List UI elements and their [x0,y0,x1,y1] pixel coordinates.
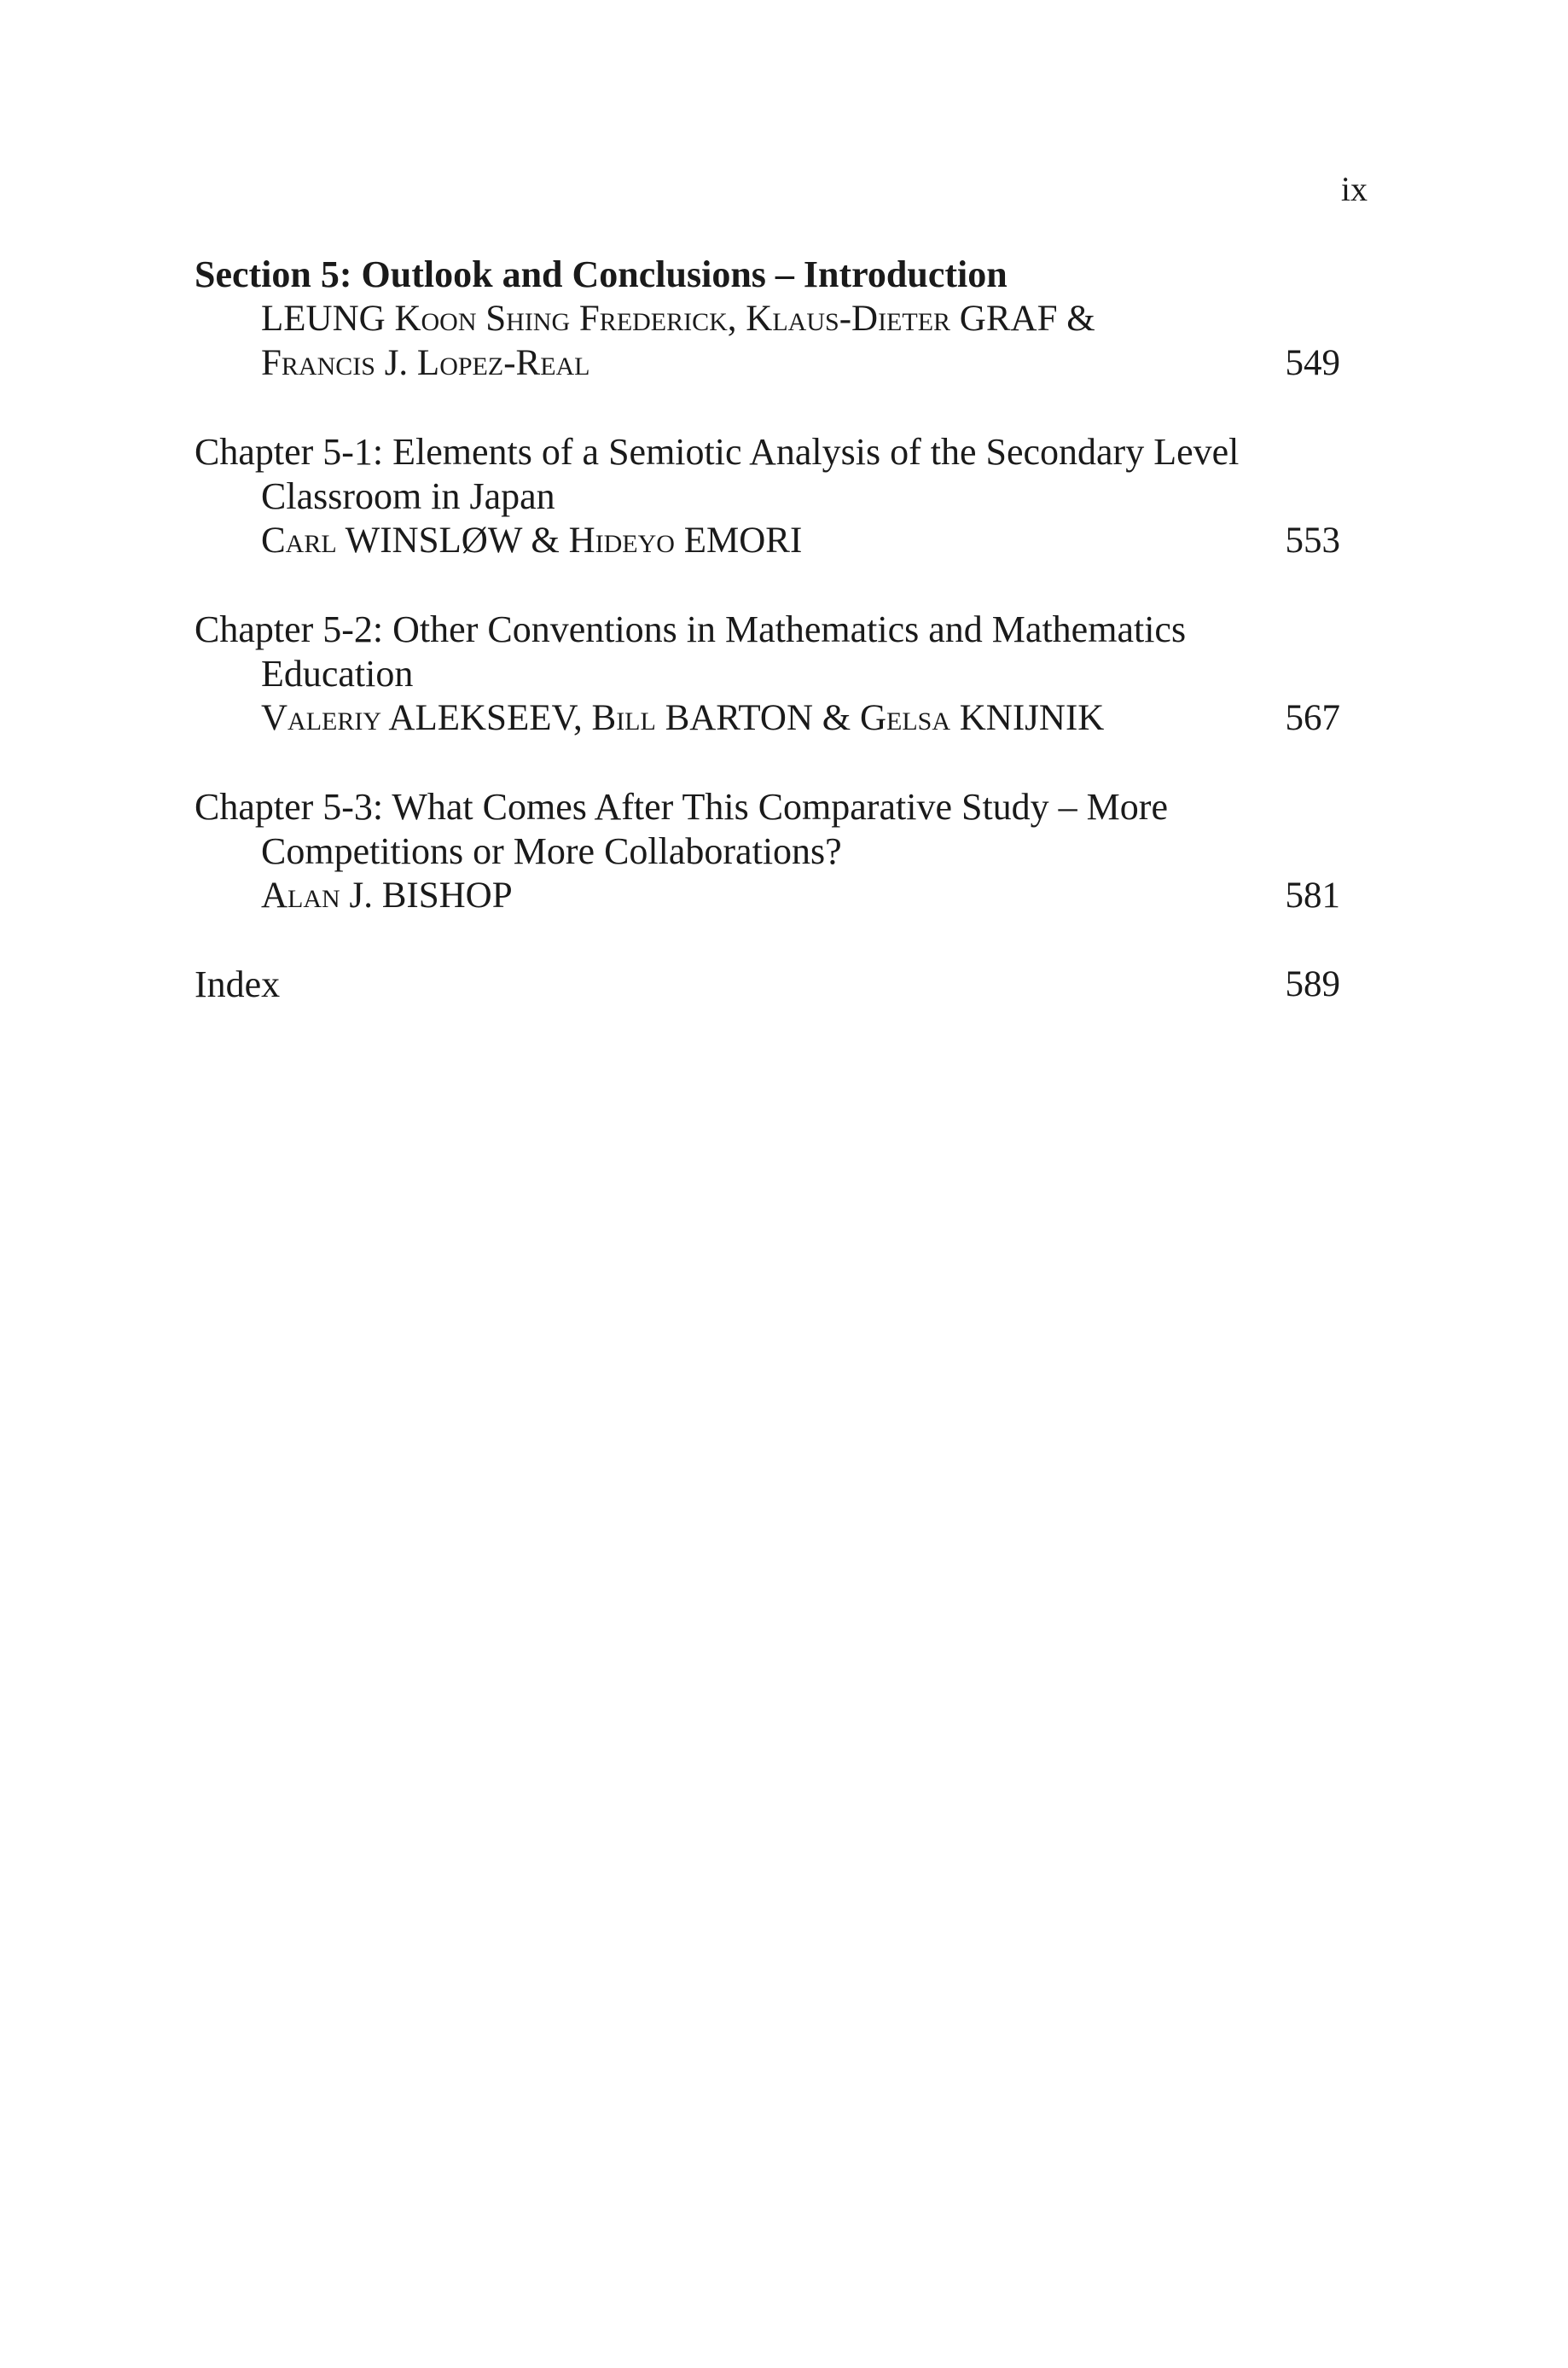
chapter-title-line: Classroom in Japan [261,475,555,517]
page-ref[interactable]: 553 [1285,521,1340,561]
page-number: ix [1340,170,1368,208]
author-block [195,696,1338,741]
author-block [195,519,1338,563]
author-line: Alan J. BISHOP [261,876,513,916]
chapter-title[interactable] [195,430,1338,519]
page-ref[interactable]: 549 [1285,343,1340,383]
page-ref[interactable]: 581 [1285,876,1340,916]
index-label[interactable]: Index [195,963,281,1005]
table-of-contents [195,253,1338,1051]
chapter-title-line: Chapter 5-1: Elements of a Semiotic Analysis of the Secondary Level [195,431,1240,473]
page-ref[interactable]: 567 [1285,698,1340,738]
toc-entry-chapter-5-3 [195,785,1338,918]
author-line: Carl WINSLØW & Hideyo EMORI [261,521,803,561]
author-line: Francis J. Lopez-Real [261,343,590,383]
section-title[interactable]: Section 5: Outlook and Conclusions – Introduction [195,253,1008,295]
page-ref[interactable]: 589 [1285,964,1340,1004]
chapter-title-line: Chapter 5-2: Other Conventions in Mathematics and Mathematics [195,608,1187,650]
chapter-title[interactable] [195,785,1338,874]
toc-entry-section-5 [195,253,1338,386]
author-block [195,874,1338,918]
chapter-title-line: Competitions or More Collaborations? [261,830,842,872]
toc-entry-chapter-5-2 [195,608,1338,741]
toc-entry-index [195,963,1338,1007]
chapter-title-line: Education [261,653,414,695]
chapter-title-line: Chapter 5-3: What Comes After This Comparative Study – More [195,786,1168,828]
toc-entry-chapter-5-1 [195,430,1338,563]
author-block [195,297,1338,386]
chapter-title[interactable] [195,608,1338,696]
author-line: Valeriy ALEKSEEV, Bill BARTON & Gelsa KNIJNIK [261,698,1105,738]
author-line: LEUNG Koon Shing Frederick, Klaus-Dieter GRAF & [261,299,1095,339]
